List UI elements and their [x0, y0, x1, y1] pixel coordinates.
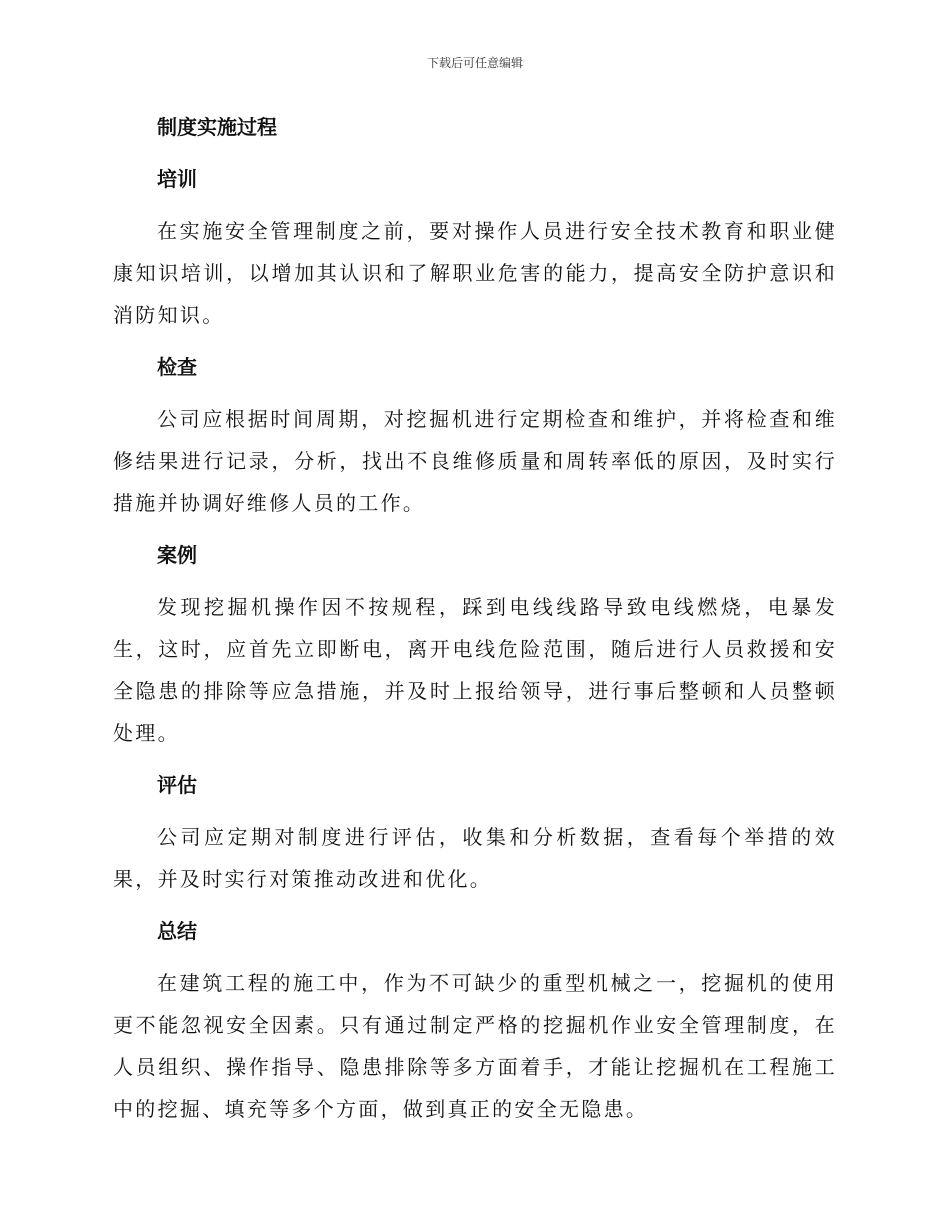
section-heading: 培训 — [157, 167, 197, 191]
section-training — [113, 158, 837, 336]
section-case — [113, 534, 837, 754]
section-paragraph: 在建筑工程的施工中，作为不可缺少的重型机械之一，挖掘机的使用更不能忽视安全因素。只有通过制定严格的挖掘机作业安全管理制度，在人员组织、操作指导、隐患排除等多方面着手，才能让挖掘机在工程施工中的挖掘、填充等多个方面，做到真正的安全无隐患。 — [113, 971, 837, 1121]
section-paragraph: 公司应定期对制度进行评估，收集和分析数据，查看每个举措的效果，并及时实行对策推动改进和优化。 — [113, 825, 837, 891]
section-heading: 总结 — [157, 919, 197, 943]
section-heading: 检查 — [157, 355, 197, 379]
section-summary — [113, 910, 837, 1130]
page-header: 下载后可任意编辑 — [426, 56, 523, 70]
section-paragraph: 在实施安全管理制度之前，要对操作人员进行安全技术教育和职业健康知识培训，以增加其认识和了解职业危害的能力，提高安全防护意识和消防知识。 — [113, 219, 837, 327]
section-heading: 案例 — [157, 543, 197, 567]
section-inspection — [113, 346, 837, 524]
section-heading: 评估 — [157, 773, 197, 797]
section-paragraph: 公司应根据时间周期，对挖掘机进行定期检查和维护，并将检查和维修结果进行记录，分析，找出不良维修质量和周转率低的原因，及时实行措施并协调好维修人员的工作。 — [113, 407, 837, 515]
document-body — [113, 106, 837, 1130]
section-paragraph: 发现挖掘机操作因不按规程，踩到电线线路导致电线燃烧，电暴发生，这时，应首先立即断电，离开电线危险范围，随后进行人员救援和安全隐患的排除等应急措施，并及时上报给领导，进行事后整顿和人员整顿处理。 — [113, 595, 837, 745]
section-evaluation — [113, 764, 837, 900]
document-title: 制度实施过程 — [157, 115, 277, 139]
